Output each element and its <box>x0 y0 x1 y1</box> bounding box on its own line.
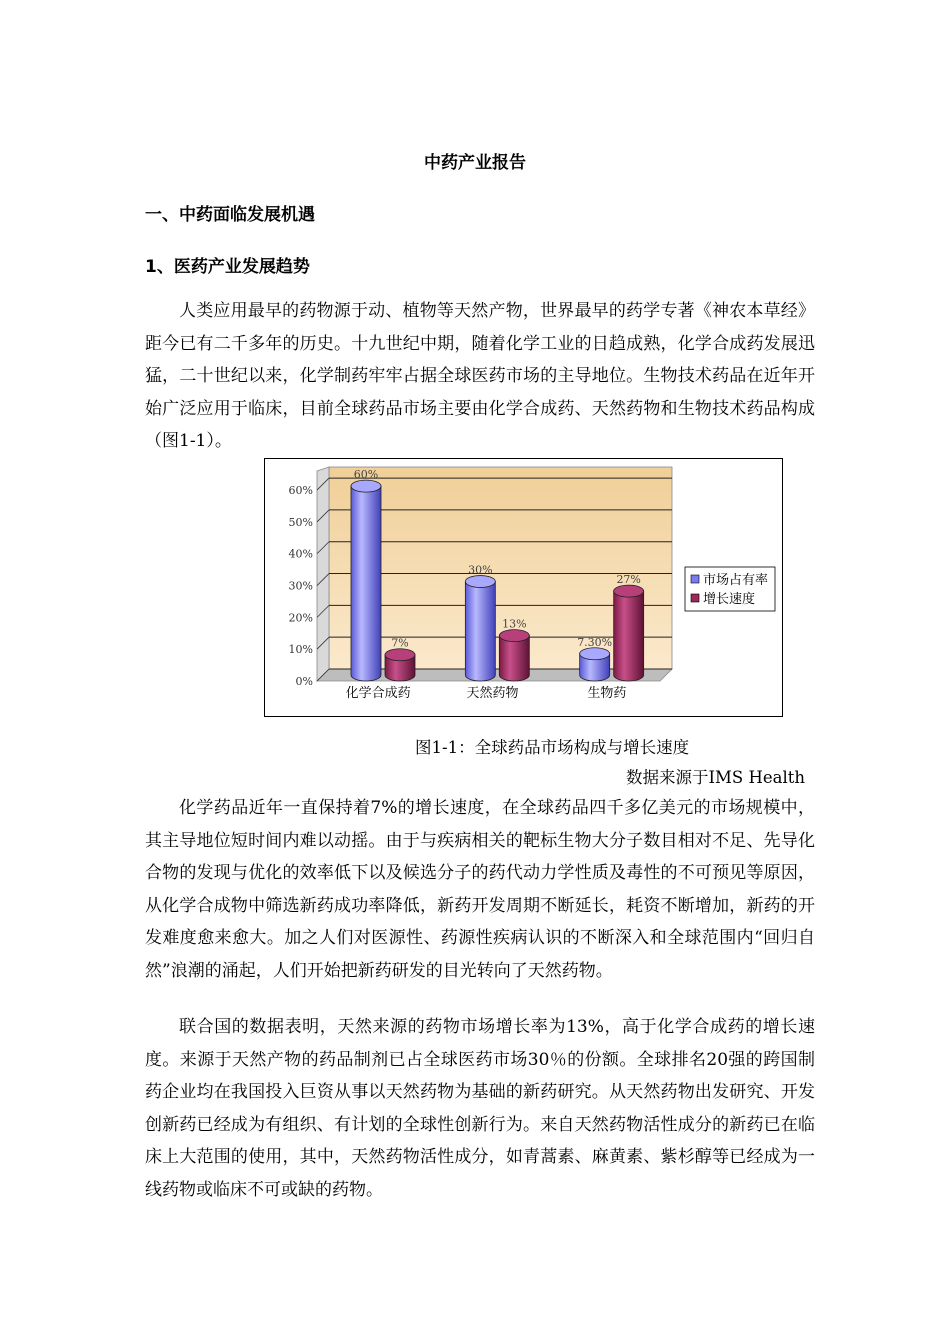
y-tick-label: 20% <box>288 611 313 625</box>
data-label: 30% <box>468 563 493 577</box>
y-tick-label: 30% <box>288 579 313 593</box>
legend-swatch <box>691 575 699 583</box>
bar-growth-rate <box>499 636 529 681</box>
figure-caption: 图1-1：全球药品市场构成与增长速度 <box>415 738 690 757</box>
bar-top <box>465 576 495 588</box>
y-tick-label: 40% <box>288 547 313 561</box>
bar-top <box>499 630 529 642</box>
y-tick-label: 60% <box>288 484 313 498</box>
data-label: 7% <box>391 636 409 650</box>
data-label: 60% <box>353 468 379 482</box>
bar-market-share <box>351 486 381 681</box>
market-chart <box>264 458 783 717</box>
section-heading: 一、中药面临发展机遇 <box>145 205 315 225</box>
chart-side-wall <box>317 467 329 681</box>
x-category-label: 化学合成药 <box>345 686 411 701</box>
bar-top <box>385 649 415 661</box>
bar-growth-rate <box>614 591 644 681</box>
document-title: 中药产业报告 <box>424 153 526 173</box>
y-tick-label: 10% <box>288 643 313 657</box>
data-label: 7.30% <box>577 635 613 649</box>
x-category-label: 生物药 <box>587 686 627 701</box>
bar-top <box>614 585 644 597</box>
bar-top <box>351 480 381 492</box>
subsection-heading: 1、医药产业发展趋势 <box>145 257 310 277</box>
legend-swatch <box>691 594 699 602</box>
data-label: 13% <box>502 617 527 631</box>
figure-source: 数据来源于IMS Health <box>626 768 805 787</box>
y-tick-label: 0% <box>295 675 313 688</box>
x-category-label: 天然药物 <box>466 686 519 701</box>
legend-label: 市场占有率 <box>703 573 769 588</box>
bar-market-share <box>465 582 495 681</box>
paragraph-chemical-drugs: 化学药品近年一直保持着7%的增长速度，在全球药品四千多亿美元的市场规模中，其主导地位短时间内难以动摇。由于与疾病相关的靶标生物大分子数目相对不足、先导化合物的发现与优化的效率低下以及候选分子的药代动力学性质及毒性的不可预见等原因，从化学合成物中筛选新药成功率降低，新药开发周期不断延长，耗资不断增加，新药的开发难度愈来愈大。加之人们对医源性、药源性疾病认识的不断深入和全球范围内“回归自然”浪潮的涌起，人们开始把新药研发的目光转向了天然药物。 <box>145 798 815 981</box>
legend-label: 增长速度 <box>703 592 756 607</box>
data-label: 27% <box>616 573 641 587</box>
paragraph-intro: 人类应用最早的药物源于动、植物等天然产物，世界最早的药学专著《神农本草经》距今已有二千多年的历史。十九世纪中期，随着化学工业的日趋成熟，化学合成药发展迅猛，二十世纪以来，化学制药牢牢占据全球医药市场的主导地位。生物技术药品在近年开始广泛应用于临床，目前全球药品市场主要由化学合成药、天然药物和生物技术药品构成（图1-1）。 <box>145 301 815 451</box>
y-tick-label: 50% <box>288 515 313 529</box>
bar-top <box>580 648 610 660</box>
paragraph-natural-drugs: 联合国的数据表明，天然来源的药物市场增长率为13%，高于化学合成药的增长速度。来源于天然产物的药品制剂已占全球医药市场30％的份额。全球排名20强的跨国制药企业均在我国投入巨资从事以天然药物为基础的新药研究。从天然药物出发研究、开发创新药已经成为有组织、有计划的全球性创新行为。来自天然药物活性成分的新药已在临床上大范围的使用，其中，天然药物活性成分，如青蒿素、麻黄素、紫杉醇等已经成为一线药物或临床不可或缺的药物。 <box>145 1017 815 1200</box>
chart-canvas <box>265 459 782 716</box>
